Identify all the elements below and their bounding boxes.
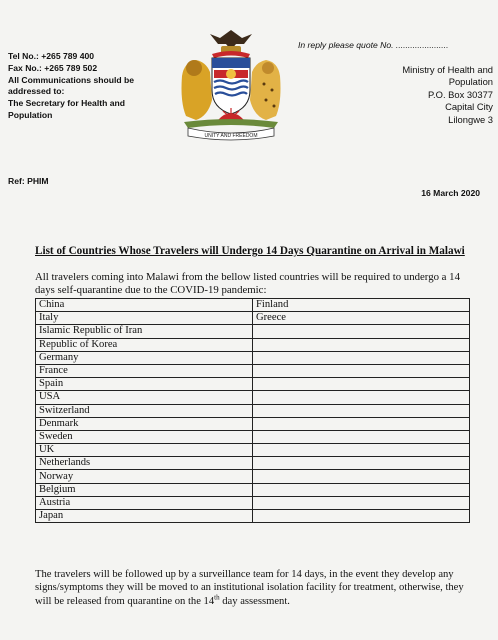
table-row <box>36 483 470 496</box>
address-line-3: P.O. Box 30377 <box>428 88 493 100</box>
document-heading: List of Countries Whose Travelers will Undergo 14 Days Quarantine on Arrival in Malawi <box>35 245 465 257</box>
country-cell: Belgium <box>36 483 253 496</box>
country-cell: France <box>36 364 253 377</box>
country-cell: Norway <box>36 470 253 483</box>
country-cell: Greece <box>253 312 470 325</box>
address-block <box>402 64 493 126</box>
country-cell: Italy <box>36 312 253 325</box>
country-cell: Japan <box>36 510 253 523</box>
table-row <box>36 444 470 457</box>
country-cell: Islamic Republic of Iran <box>36 325 253 338</box>
country-cell <box>253 325 470 338</box>
country-cell <box>253 391 470 404</box>
table-row <box>36 417 470 430</box>
country-cell: Germany <box>36 351 253 364</box>
country-cell <box>253 351 470 364</box>
contact-tel: Tel No.: +265 789 400 <box>8 51 95 61</box>
country-cell <box>253 483 470 496</box>
countries-table <box>35 298 470 523</box>
country-cell: Spain <box>36 378 253 391</box>
country-cell: USA <box>36 391 253 404</box>
table-row <box>36 496 470 509</box>
footer-text-end: day assessment. <box>219 595 290 607</box>
country-cell: Denmark <box>36 417 253 430</box>
table-row <box>36 457 470 470</box>
table-row <box>36 312 470 325</box>
contact-note-3: The Secretary for Health and <box>8 98 126 109</box>
contact-note-4: Population <box>8 109 53 120</box>
country-cell: UK <box>36 444 253 457</box>
country-cell <box>253 510 470 523</box>
country-cell <box>253 378 470 391</box>
country-cell: Sweden <box>36 430 253 443</box>
footer-paragraph <box>35 568 480 608</box>
country-cell: Austria <box>36 496 253 509</box>
table-row <box>36 470 470 483</box>
table-row <box>36 299 470 312</box>
country-cell <box>253 457 470 470</box>
address-line-2: Population <box>448 76 493 88</box>
country-cell <box>253 430 470 443</box>
country-cell: Switzerland <box>36 404 253 417</box>
footer-superscript: th <box>214 593 220 602</box>
footer-text: The travelers will be followed up by a surveillance team for 14 days, in the event they develop any signs/symptoms they will be moved to an institutional isolation facility for treatment, otherwise, they will be released from quarantine on the 14 <box>35 569 464 607</box>
country-cell <box>253 364 470 377</box>
country-cell <box>253 404 470 417</box>
address-line-5: Lilongwe 3 <box>448 113 493 125</box>
country-cell: Netherlands <box>36 457 253 470</box>
table-row <box>36 364 470 377</box>
address-line-4: Capital City <box>445 101 493 113</box>
table-row <box>36 351 470 364</box>
country-cell <box>253 470 470 483</box>
reply-quote-line: In reply please quote No. ...................... <box>298 40 449 50</box>
reference: Ref: PHIM <box>8 176 49 186</box>
country-cell <box>253 496 470 509</box>
table-row <box>36 510 470 523</box>
table-row <box>36 338 470 351</box>
country-cell: Republic of Korea <box>36 338 253 351</box>
country-cell <box>253 444 470 457</box>
table-row <box>36 325 470 338</box>
address-line-1: Ministry of Health and <box>402 64 493 75</box>
contact-block <box>8 51 178 122</box>
intro-paragraph: All travelers coming into Malawi from the bellow listed countries will be required to undergo a 14 days self-quarantine due to the COVID-19 pandemic: <box>35 271 460 297</box>
country-cell <box>253 338 470 351</box>
contact-note-1: All Communications should be <box>8 74 135 85</box>
letter-date: 16 March 2020 <box>421 188 480 198</box>
country-cell <box>253 417 470 430</box>
motto-text: UNITY AND FREEDOM <box>204 133 258 139</box>
malawi-coat-of-arms-icon <box>174 24 288 142</box>
country-cell: China <box>36 299 253 312</box>
contact-note-2: addressed to: <box>8 86 65 97</box>
table-row <box>36 404 470 417</box>
table-row <box>36 430 470 443</box>
table-row <box>36 378 470 391</box>
contact-fax: Fax No.: +265 789 502 <box>8 62 98 73</box>
country-cell: Finland <box>253 299 470 312</box>
table-row <box>36 391 470 404</box>
